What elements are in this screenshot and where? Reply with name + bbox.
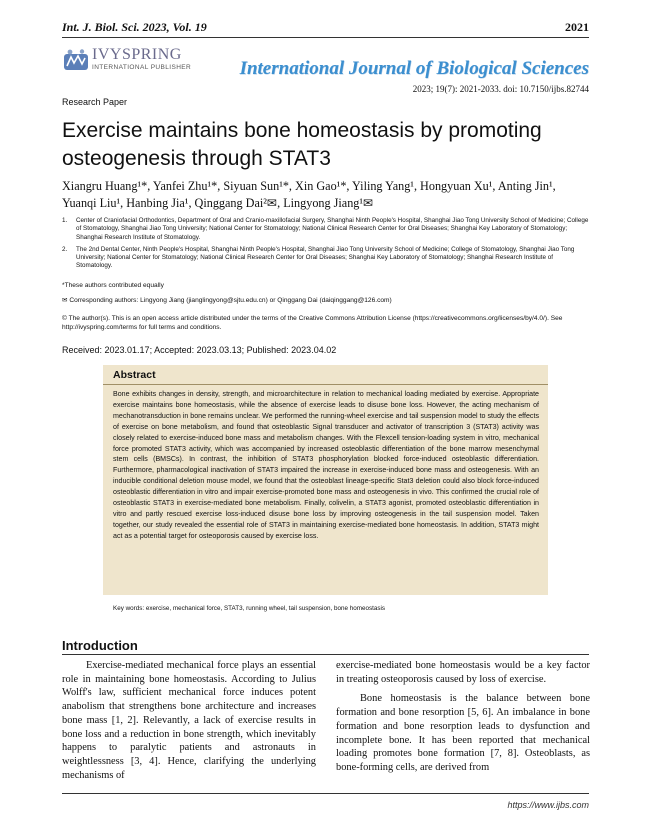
paper-type: Research Paper — [62, 97, 128, 107]
running-header: Int. J. Biol. Sci. 2023, Vol. 19 — [62, 20, 207, 34]
author-list: Xiangru Huang¹*, Yanfei Zhu¹*, Siyuan Sun¹*, Xin Gao¹*, Yiling Yang¹, Hongyuan Xu¹, Anting Jin¹, Yuanqi Liu¹, Hanbing Jia¹, Qinggang Dai²✉, Lingyong Jiang¹✉ — [62, 179, 556, 210]
corresponding-authors: ✉ Corresponding authors: Lingyong Jiang (jianglingyong@sjtu.edu.cn) or Qinggang Dai (daiqinggang@126.com) — [62, 297, 392, 304]
paragraph: Exercise-mediated mechanical force plays an essential role in maintaining bone homeostasis. According to Julius Wolff's law, sufficient mechanical force induces potent anabolism that strengthens bone architecture and increases bone mass [1, 2]. Relevantly, a lack of exercise results in bone loss and a reduction in bone strength, which inevitably happens to paralytic patients and astronauts in weightlessness [3, 4]. Hence, clarifying the underlying mechanisms of — [62, 660, 316, 781]
abstract-divider — [103, 384, 548, 385]
section-divider — [62, 654, 589, 655]
body-column-left — [62, 659, 316, 782]
equal-contribution-note: *These authors contributed equally — [62, 282, 164, 289]
keywords: Key words: exercise, mechanical force, STAT3, running wheel, tail suspension, bone homeostasis — [113, 605, 386, 612]
paragraph: exercise-mediated bone homeostasis would be a key factor in treating osteoporosis caused by loss of exercise. — [336, 660, 590, 685]
affiliation-text: Center of Craniofacial Orthodontics, Department of Oral and Cranio-maxillofacial Surgery, Shanghai Ninth People's Hospital, Shanghai Jiao Tong University School of Medicine; College of Stomatology, Shanghai Jiao Tong University; National Center for Stomatology; National Clinical Research Center for Oral Diseases; Shanghai Key Laboratory of Stomatology; Shanghai Research Institute of Stomatology. — [76, 217, 589, 241]
footer-divider — [62, 793, 589, 794]
affiliations — [62, 217, 590, 275]
publisher-logo — [62, 46, 202, 80]
header-divider — [62, 37, 589, 38]
publisher-name: IVYSPRING — [92, 46, 182, 63]
license-note: © The author(s). This is an open access article distributed under the terms of the Creative Commons Attribution License (https://creativecommons.org/licenses/by/4.0/). See http://ivyspring.com/terms for full terms and conditions. — [62, 315, 563, 331]
publication-dates: Received: 2023.01.17; Accepted: 2023.03.13; Published: 2023.04.02 — [62, 345, 337, 355]
ivyspring-icon — [62, 48, 90, 76]
affiliation-2 — [62, 246, 590, 271]
abstract-heading: Abstract — [113, 369, 156, 381]
paragraph: Bone homeostasis is the balance between bone formation and bone resorption [5, 6]. An imbalance in bone formation and bone resorption leads to dysfunction and incomplete bone. It has been reported that mechanical loading promotes bone formation [7, 8]. Osteoblasts, as bone-forming cells, are derived from — [336, 693, 590, 773]
abstract-box — [103, 365, 548, 595]
publisher-subtitle: INTERNATIONAL PUBLISHER — [92, 64, 192, 71]
citation: 2023; 19(7): 2021-2033. doi: 10.7150/ijbs.82744 — [412, 84, 589, 94]
affiliation-number: 2. — [62, 245, 68, 253]
affiliation-number: 1. — [62, 217, 68, 224]
abstract-text: Bone exhibits changes in density, strength, and microarchitecture in relation to mechanical loading mediated by exercise. Appropriate exercise maintains bone homeostasis, while the absence of exercise leads to disuse bone loss. However, the acting mechanism of mechanotransduction in bone remains unclear. We performed the running-wheel exercise and tail suspension model to study the effects of exercise on bone metabolism, and found that osteoblastic Signal transducer and activator of transcription 3 (STAT3) activity was closely related to exercise-induced bone mass and metabolism changes. With the Flexcell tension-loading system in vitro, mechanical force promoted STAT3 activity, which was accompanied by increased osteoblastic differentiation of the bone marrow mesenchymal stem cells (BMSCs). In contrast, the inhibition of STAT3 phosphorylation blocked force-induced osteoblastic differentiation. Furthermore, pharmacological inactivation of STAT3 impaired the increase in exercise-induced bone mass and osteogenesis. With an inducible conditional deletion mouse model, we found that the osteoblast lineage-specific Stat3 deletion could also block force-induced osteoblastic differentiation in vitro and impair exercise-promoted bone mass and osteogenesis in vivo. This confirmed the crucial role of osteoblastic STAT3 in exercise-mediated bone metabolism. Finally, colivelin, a STAT3 agonist, promoted osteoblastic differentiation in vitro and partly rescued exercise loss-induced disuse bone loss by improving osteogenesis in the tail suspension model. Taken together, our study revealed the essential role of STAT3 in maintaining exercise-mediated bone homeostasis. In addition, STAT3 might act as a potential target for osteoporosis caused by exercise loss. — [113, 390, 540, 540]
affiliation-1 — [62, 217, 590, 242]
body-column-right — [336, 659, 590, 775]
journal-title: International Journal of Biological Sciences — [239, 58, 589, 79]
page-number: 2021 — [565, 20, 589, 34]
footer-link[interactable]: https://www.ijbs.com — [507, 800, 589, 810]
article-title: Exercise maintains bone homeostasis by promoting osteogenesis through STAT3 — [62, 119, 542, 170]
affiliation-text: The 2nd Dental Center, Ninth People's Hospital, Shanghai Ninth People's Hospital, Shanghai Jiao Tong University School of Medicine; College of Stomatology, Shanghai Jiao Tong University; National Center for Stomatology; National Clinical Research Center for Oral Diseases; Shanghai Key Laboratory of Stomatology; Shanghai Research Institute of Stomatology. — [76, 245, 575, 270]
section-heading-introduction: Introduction — [62, 638, 138, 653]
